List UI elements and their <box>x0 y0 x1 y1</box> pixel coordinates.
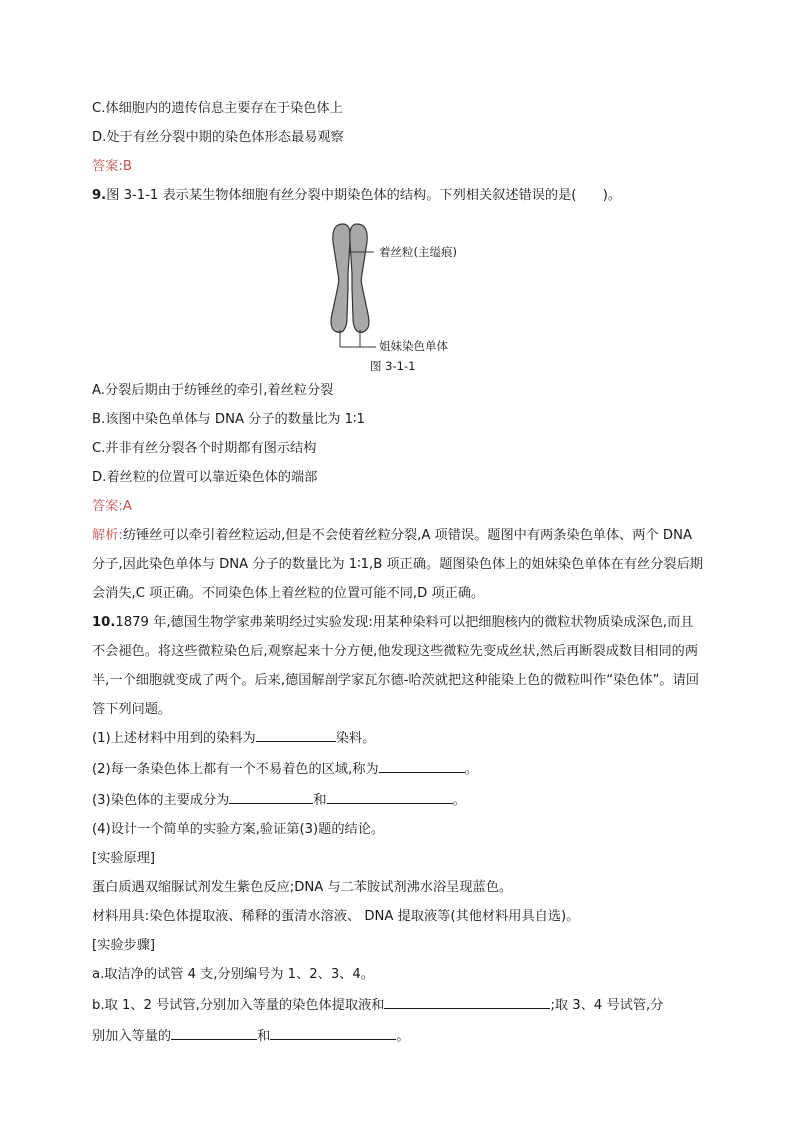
sub3-suffix: 。 <box>452 793 466 808</box>
q9-stem <box>92 187 704 205</box>
sub3-prefix: (3)染色体的主要成分为 <box>92 793 230 808</box>
sub1-blank[interactable] <box>256 728 336 742</box>
q9-number: 9. <box>92 188 107 203</box>
sub2-suffix: 。 <box>464 762 478 777</box>
materials-text: 材料用具:染色体提取液、稀释的蛋清水溶液、 DNA 提取液等(其他材料用具自选)。 <box>92 909 580 924</box>
sub1-suffix: 染料。 <box>335 731 376 746</box>
right-chromatid <box>350 224 369 332</box>
q8-option-c: C.体细胞内的遗传信息主要存在于染色体上 <box>92 101 343 116</box>
q9-answer: 答案:A <box>92 499 132 514</box>
step-b-prefix: b.取 1、2 号试管,分别加入等量的染色体提取液和 <box>92 998 385 1013</box>
step-b2-prefix: 别加入等量的 <box>92 1029 172 1044</box>
sub3-blank-2[interactable] <box>327 790 453 804</box>
step-b-blank-2[interactable] <box>171 1026 257 1040</box>
sub3-blank-1[interactable] <box>229 790 313 804</box>
left-chromatid <box>331 224 350 332</box>
step-b-line2 <box>92 1026 704 1046</box>
q9-option-a: A.分裂后期由于纺锤丝的牵引,着丝粒分裂 <box>92 383 334 398</box>
analysis-text: 纺锤丝可以牵引着丝粒运动,但是不会使着丝粒分裂,A 项错误。题图中有两条染色单体、两个 DNA 分子,因此染色单体与 DNA 分子的数量比为 1∶1,B 项正确。题图染色体上的姐妹染色单体在有丝分裂后期会消失,C 项正确。不同染色体上着丝粒的位置可能不同,D 项正确。 <box>92 528 703 601</box>
chromatid-label: 姐妹染色单体 <box>379 339 448 353</box>
principle-heading: [实验原理] <box>92 851 156 866</box>
q10-sub1 <box>92 728 704 748</box>
sub2-prefix: (2)每一条染色体上都有一个不易着色的区域,称为 <box>92 762 379 777</box>
document-page <box>92 100 704 1057</box>
step-a: a.取洁净的试管 4 支,分别编号为 1、2、3、4。 <box>92 967 374 982</box>
q10-sub2 <box>92 759 704 779</box>
principle-text: 蛋白质遇双缩脲试剂发生紫色反应;DNA 与二苯胺试剂沸水浴呈现蓝色。 <box>92 880 513 895</box>
q8-answer: 答案:B <box>92 159 132 174</box>
step-b-blank-3[interactable] <box>270 1026 396 1040</box>
centromere-label: 着丝粒(主缢痕) <box>379 245 457 259</box>
q10-number: 10. <box>92 615 116 630</box>
sub3-middle: 和 <box>313 793 327 808</box>
sub1-prefix: (1)上述材料中用到的染料为 <box>92 731 256 746</box>
q10-sub3 <box>92 790 704 810</box>
step-b2-suffix: 。 <box>396 1029 410 1044</box>
step-b-blank-1[interactable] <box>384 995 550 1009</box>
sub2-blank[interactable] <box>379 759 465 773</box>
q10-sub4: (4)设计一个简单的实验方案,验证第(3)题的结论。 <box>92 822 385 837</box>
q8-option-d: D.处于有丝分裂中期的染色体形态最易观察 <box>92 130 344 145</box>
q9-option-b: B.该图中染色单体与 DNA 分子的数量比为 1∶1 <box>92 412 365 427</box>
q10-stem <box>92 608 704 724</box>
q9-option-c: C.并非有丝分裂各个时期都有图示结构 <box>92 441 317 456</box>
analysis-label: 解析: <box>92 528 123 543</box>
step-b2-middle: 和 <box>257 1029 271 1044</box>
q10-stem-text: 1879 年,德国生物学家弗莱明经过实验发现:用某种染料可以把细胞核内的微粒状物质染成深色,而且不会褪色。将这些微粒染色后,观察起来十分方便,他发现这些微粒先变成丝状,然后再断裂成数目相同的两半,一个细胞就变成了两个。后来,德国解剖学家瓦尔德-哈茨就把这种能染上色的微粒叫作“染色体”。请回答下列问题。 <box>92 615 700 717</box>
q9-analysis <box>92 521 704 608</box>
q9-stem-text: 图 3-1-1 表示某生物体细胞有丝分裂中期染色体的结构。下列相关叙述错误的是( )。 <box>106 188 622 203</box>
figure-caption: 图 3-1-1 <box>370 359 416 373</box>
step-b-line1 <box>92 995 704 1015</box>
step-b-middle: ;取 3、4 号试管,分 <box>550 998 664 1013</box>
steps-heading: [实验步骤] <box>92 938 156 953</box>
chromosome-figure <box>92 216 704 373</box>
q9-option-d: D.着丝粒的位置可以靠近染色体的端部 <box>92 470 318 485</box>
